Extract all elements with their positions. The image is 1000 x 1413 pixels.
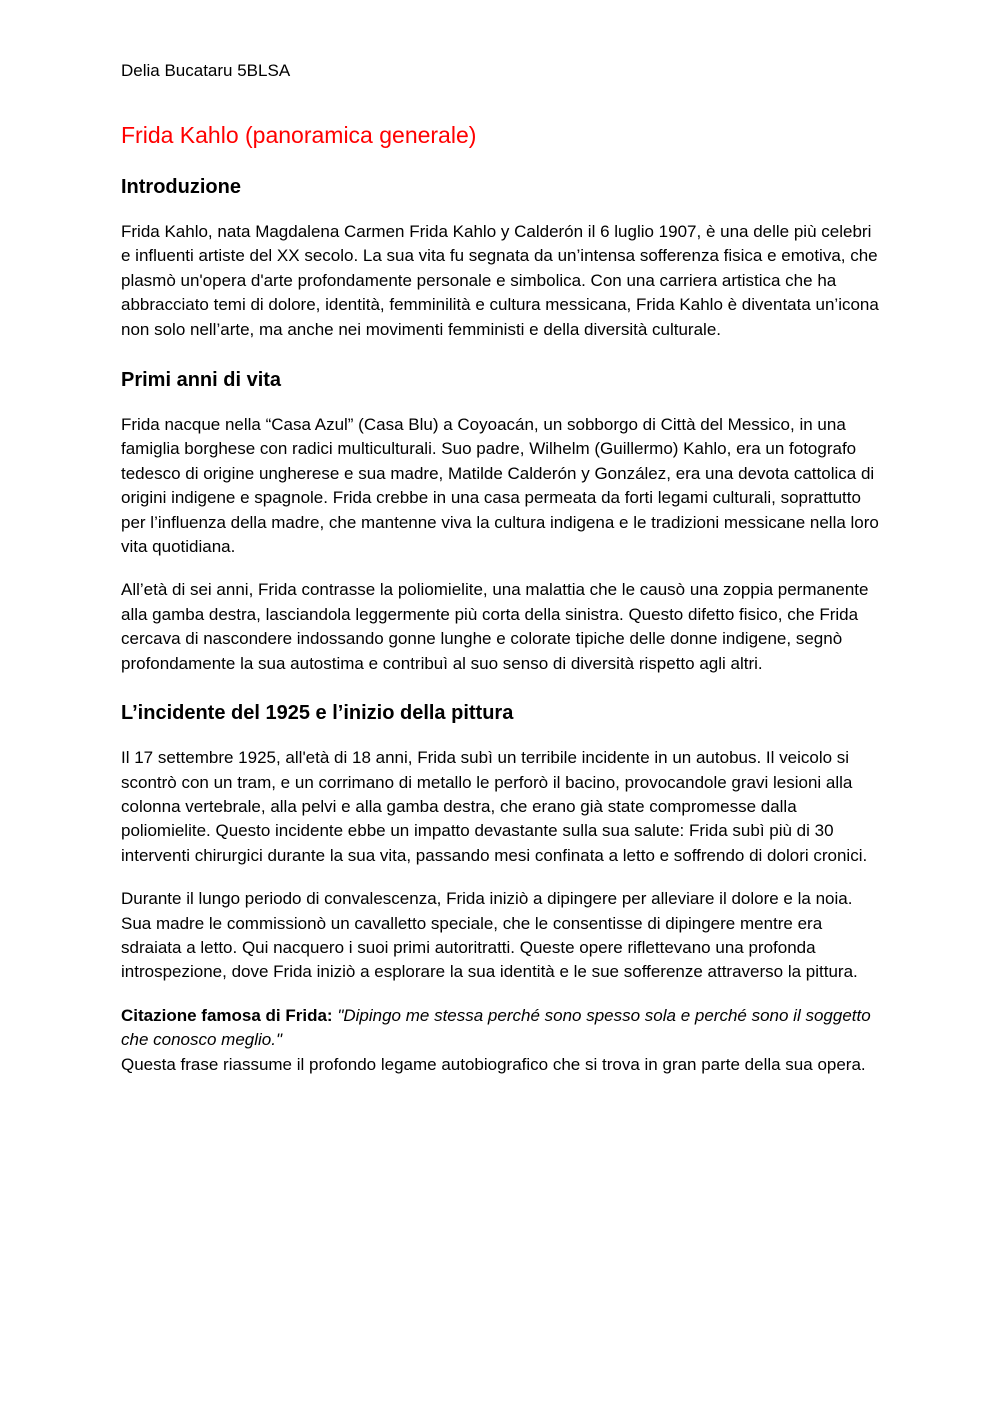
quote-text: "Dipingo me stessa perché sono spesso sola e perché sono il soggetto che conosco meglio." — [121, 1005, 871, 1050]
section-heading-primi-anni: Primi anni di vita — [121, 369, 282, 392]
famous-quote — [121, 1004, 881, 1077]
quote-label: Citazione famosa di Frida: — [121, 1005, 333, 1025]
document-page — [121, 58, 881, 1077]
section-heading-incidente: L’incidente del 1925 e l’inizio della pittura — [121, 702, 514, 725]
section-heading-introduzione: Introduzione — [121, 176, 241, 198]
paragraph-incidente: Il 17 settembre 1925, all'età di 18 anni, Frida subì un terribile incidente in un autobus. Il veicolo si scontrò con un tram, e un corrimano di metallo le perforò il bacino, provocandole gravi lesioni alla colonna vertebrale, alla pelvi e alla gamba destra, che erano già state compromesse dalla poliomielite. Questo incidente ebbe un impatto devastante sulla sua salute: Frida subì più di 30 interventi chirurgici durante la sua vita, passando mesi confinata a letto e soffrendo di dolori cronici. — [121, 748, 868, 865]
paragraph-poliomielite: All’età di sei anni, Frida contrasse la poliomielite, una malattia che le causò una zoppia permanente alla gamba destra, lasciandola leggermente più corta della sinistra. Questo difetto fisico, che Frida cercava di nascondere indossando gonne lunghe e colorate tipiche delle donne indigene, segnò profondamente la sua autostima e contribuì al suo senso di diversità rispetto agli altri. — [121, 580, 869, 673]
paragraph-convalescenza: Durante il lungo periodo di convalescenza, Frida iniziò a dipingere per alleviare il dolore e la noia. Sua madre le commissionò un cavalletto speciale, che le consentisse di dipingere mentre era sdraiata a letto. Qui nacquero i suoi primi autoritratti. Queste opere riflettevano una profonda introspezione, dove Frida iniziò a esplorare la sua identità e le sue sofferenze attraverso la pittura. — [121, 889, 858, 982]
paragraph-introduzione: Frida Kahlo, nata Magdalena Carmen Frida Kahlo y Calderón il 6 luglio 1907, è una delle più celebri e influenti artiste del XX secolo. La sua vita fu segnata da un’intensa sofferenza fisica e emotiva, che plasmò un'opera d'arte profondamente personale e simbolica. Con una carriera artistica che ha abbracciato temi di dolore, identità, femminilità e cultura messicana, Frida Kahlo è diventata un’icona non solo nell’arte, ma anche nei movimenti femministi e della diversità culturale. — [121, 222, 879, 339]
quote-comment: Questa frase riassume il profondo legame autobiografico che si trova in gran parte della sua opera. — [121, 1054, 866, 1074]
author-line: Delia Bucataru 5BLSA — [121, 61, 291, 80]
document-title: Frida Kahlo (panoramica generale) — [121, 122, 477, 148]
paragraph-casa-azul: Frida nacque nella “Casa Azul” (Casa Blu) a Coyoacán, un sobborgo di Città del Messico, in una famiglia borghese con radici multiculturali. Suo padre, Wilhelm (Guillermo) Kahlo, era un fotografo tedesco di origine ungherese e sua madre, Matilde Calderón y González, era una devota cattolica di origini indigene e spagnole. Frida crebbe in una casa permeata da forti legami culturali, soprattutto per l’influenza della madre, che mantenne viva la cultura indigena e le tradizioni messicane nella loro vita quotidiana. — [121, 415, 879, 557]
